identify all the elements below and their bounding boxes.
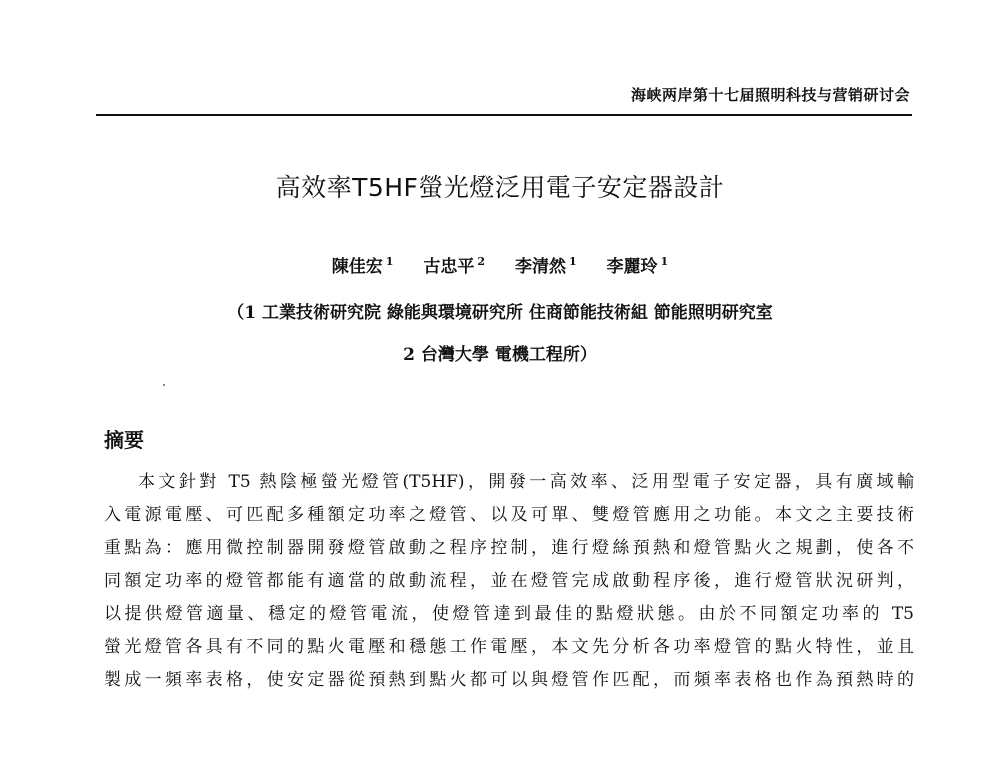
header-divider <box>96 114 912 116</box>
abstract-line: 同額定功率的燈管都能有適當的啟動流程，並在燈管完成啟動程序後，進行燈管狀況研判， <box>104 571 914 591</box>
abstract-body <box>104 466 914 697</box>
abstract-line: 重點為：應用微控制器開發燈管啟動之程序控制，進行燈絲預熱和燈管點火之規劃，使各不 <box>104 538 914 558</box>
author-name: 李麗玲 <box>606 257 658 277</box>
affiliation-line-1: （1 工業技術研究院 綠能與環境研究所 住商節能技術組 節能照明研究室 <box>227 303 773 323</box>
author-name: 古忠平 <box>423 257 475 277</box>
author-affiliation-mark: 1 <box>385 255 394 269</box>
abstract-heading: 摘要 <box>104 428 144 452</box>
author <box>423 257 485 277</box>
affiliation-line-2: 2 台灣大學 電機工程所） <box>403 345 597 365</box>
author-affiliation-mark: 2 <box>477 255 486 269</box>
abstract-line: 製成一頻率表格，使安定器從預熱到點火都可以與燈管作匹配，而頻率表格也作為預熱時的 <box>104 670 914 690</box>
abstract-line: 以提供燈管適量、穩定的燈管電流，使燈管達到最佳的點燈狀態。由於不同額定功率的 T5 <box>104 604 914 624</box>
author-list <box>0 252 1000 277</box>
author <box>607 257 669 277</box>
abstract-line: 本文針對 T5 熱陰極螢光燈管(T5HF)，開發一高效率、泛用型電子安定器，具有廣域輸 <box>138 472 914 492</box>
author-affiliation-mark: 1 <box>568 255 577 269</box>
author-name: 李清然 <box>514 257 566 277</box>
conference-header: 海峡两岸第十七届照明科技与营销研讨会 <box>630 86 910 104</box>
scan-speck <box>163 384 165 386</box>
author <box>332 257 394 277</box>
author-name: 陳佳宏 <box>331 257 383 277</box>
author <box>515 257 577 277</box>
abstract-line: 入電源電壓、可匹配多種額定功率之燈管、以及可單、雙燈管應用之功能。本文之主要技術 <box>104 505 914 525</box>
author-affiliation-mark: 1 <box>660 255 669 269</box>
abstract-line: 螢光燈管各具有不同的點火電壓和穩態工作電壓，本文先分析各功率燈管的點火特性，並且 <box>104 637 914 657</box>
paper-title: 高效率T5HF螢光燈泛用電子安定器設計 <box>275 173 725 202</box>
